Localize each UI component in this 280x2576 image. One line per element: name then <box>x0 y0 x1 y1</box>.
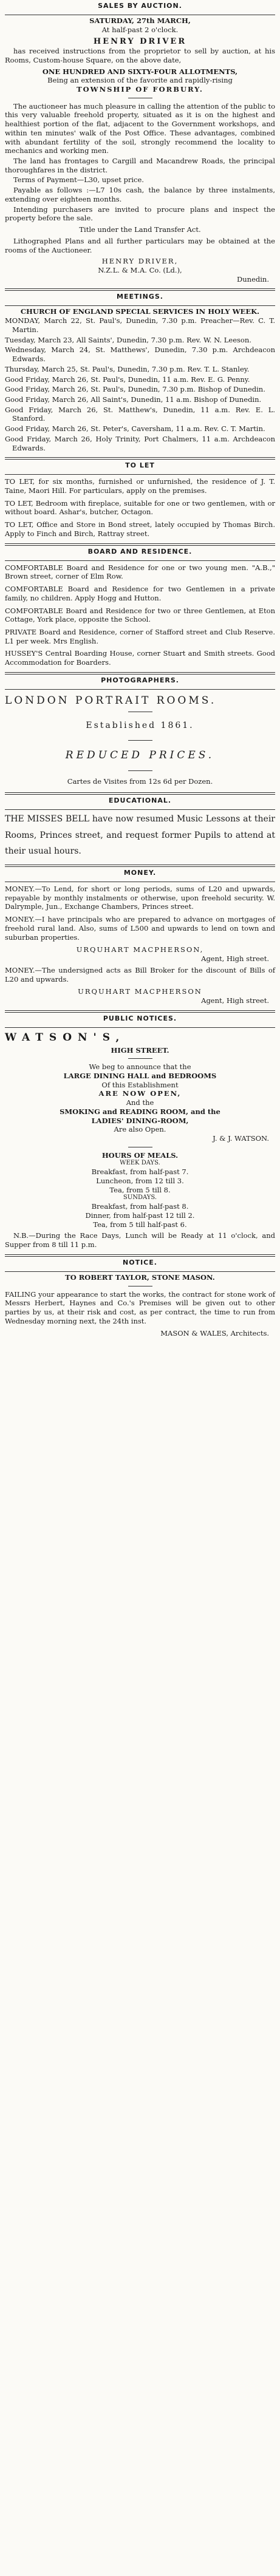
to-let-ad: TO LET, Office and Store in Bond street, lately occupied by Thomas Birch. Apply to Finch and Birch, Rattray street. <box>5 520 275 538</box>
divider <box>5 560 275 561</box>
notice-section-header: NOTICE. <box>123 1258 157 1266</box>
hotel-and: And the <box>126 1098 154 1107</box>
auction-lots-title: ONE HUNDRED AND SIXTY-FOUR ALLOTMENTS, <box>42 67 238 76</box>
meeting-item: Good Friday, March 26, St. Paul's, Dunedin, 11 a.m. Rev. E. G. Penny. <box>5 375 250 384</box>
studio-name: LONDON PORTRAIT ROOMS. <box>5 694 217 707</box>
meal-hours-title: HOURS OF MEALS. <box>101 1150 179 1160</box>
board-ad: COMFORTABLE Board and Residence for two or three Gentlemen, at Eton Cottage, York place, opposite the School. <box>5 606 275 624</box>
meeting-item: Wednesday, March 24, St. Matthews', Dunedin, 7.30 p.m. Archdeacon Edwards. <box>5 345 275 364</box>
hotel-of: Of this Establishment <box>101 1080 179 1089</box>
divider <box>5 305 275 306</box>
money-signature-agent: Agent, High street. <box>201 996 269 1005</box>
auction-body-2: The land has frontages to Cargill and Macandrew Roads, the principal thoroughfares in the district. <box>5 157 275 174</box>
board-ad: COMFORTABLE Board and Residence for two Gentlemen in a private family, no children. Apply Hogg and Hutton. <box>5 585 275 602</box>
meetings-title: CHURCH OF ENGLAND SPECIAL SERVICES IN HOLY WEEK. <box>20 307 260 316</box>
meeting-item: Good Friday, March 26, Holy Trinity, Port Chalmers, 11 a.m. Archdeacon Edwards. <box>5 434 275 452</box>
auction-terms-1: Terms of Payment—L30, upset price. <box>13 175 144 185</box>
auction-terms-2: Payable as follows :—L7 10s cash, the balance by three instalments, extending over eighteen months. <box>5 186 275 203</box>
sundays-label: SUNDAYS. <box>123 1194 157 1201</box>
week-luncheon: Luncheon, from 12 till 3. <box>96 1176 184 1185</box>
board-ad: COMFORTABLE Board and Residence for one or two young men. "A.B.," Brown street, corner of Elm Row. <box>5 563 275 581</box>
hotel-name: WATSON'S, <box>5 1031 126 1044</box>
hotel-street: HIGH STREET. <box>111 1045 169 1055</box>
cartes-line: Cartes de Visites from 12s 6d per Dozen. <box>67 777 213 786</box>
week-breakfast: Breakfast, from half-past 7. <box>91 1167 189 1177</box>
divider <box>5 809 275 810</box>
board-ad: HUSSEY'S Central Boarding House, corner Stuart and Smith streets. Good Accommodation for Boarders. <box>5 649 275 667</box>
auction-signature-1: HENRY DRIVER, <box>101 257 179 266</box>
divider <box>5 1254 275 1257</box>
divider <box>5 1271 275 1272</box>
auction-title-note: Title under the Land Transfer Act. <box>79 225 201 234</box>
established-line: Established 1861. <box>86 720 194 730</box>
hotel-announce: We beg to announce that the <box>89 1062 191 1072</box>
newspaper-column <box>5 0 275 1338</box>
sunday-dinner: Dinner, from half-past 12 till 2. <box>85 1211 195 1220</box>
week-days-label: WEEK DAYS. <box>120 1160 160 1167</box>
auction-time: At half-past 2 o'clock. <box>101 25 179 34</box>
hotel-now-open: ARE NOW OPEN, <box>98 1089 182 1098</box>
sunday-breakfast: Breakfast, from half-past 8. <box>91 1202 189 1211</box>
educational-ad: THE MISSES BELL have now resumed Music Lessons at their Rooms, Princes street, and request former Pupils to attend at their usual hours. <box>5 814 275 857</box>
money-ad-2: MONEY.—I have principals who are prepared to advance on mortgages of freehold rural land. Also, sums of L500 and upwards to lend on town and suburban properties. <box>5 915 275 942</box>
reduced-prices: REDUCED PRICES. <box>65 749 215 761</box>
notice-title: TO ROBERT TAYLOR, STONE MASON. <box>65 1273 215 1282</box>
divider <box>5 1010 275 1013</box>
money-section-header: MONEY. <box>123 868 157 877</box>
meeting-item: Good Friday, March 26, St. Matthew's, Dunedin, 11 a.m. Rev. E. L. Stanford. <box>5 405 275 423</box>
meeting-item: MONDAY, March 22, St. Paul's, Dunedin, 7.30 p.m. Preacher—Rev. C. T. Martin. <box>5 316 275 334</box>
meeting-item: Thursday, March 25, St. Paul's, Dunedin, 7.30 p.m. Rev. T. L. Stanley. <box>5 364 250 373</box>
auction-signature-3: Dunedin. <box>237 274 269 284</box>
money-signature: URQUHART MACPHERSON <box>78 987 202 996</box>
auction-plans: Lithographed Plans and all further particulars may be obtained at the rooms of the Auctioneer. <box>5 236 275 254</box>
auction-terms-3: Intending purchasers are invited to procure plans and inspect the property before the sale. <box>5 205 275 223</box>
auction-intro: has received instructions from the proprietor to sell by auction, at his Rooms, Custom-house Square, on the above date, <box>5 47 275 64</box>
divider <box>5 689 275 690</box>
to-let-section-header: TO LET <box>125 461 155 470</box>
to-let-ad: TO LET, for six months, furnished or unfurnished, the residence of J. T. Taine, Maori Hill. For particulars, apply on the premises. <box>5 477 275 495</box>
divider <box>128 770 152 771</box>
auctioneer-name: HENRY DRIVER <box>93 36 187 46</box>
board-section-header: BOARD AND RESIDENCE. <box>87 547 193 556</box>
meetings-section-header: MEETINGS. <box>117 293 163 301</box>
divider <box>128 1058 152 1059</box>
money-ad-3: MONEY.—The undersigned acts as Bill Broker for the discount of Bills of L20 and upwards. <box>5 965 275 984</box>
auction-body-1: The auctioneer has much pleasure in calling the attention of the public to this very valuable freehold property, situated as it is on the highest and healthiest portion of the flat, adjacent to the Government workshops, and within ten minutes' walk of the Post Office. These advantages, combined with abundant fertility of the soil, strongly recommend the locality to mechanics and working men. <box>5 101 275 155</box>
divider <box>5 1027 275 1028</box>
race-days-note: N.B.—During the Race Days, Lunch will be Ready at 11 o'clock, and Supper from 8 till 11 p.m. <box>5 1231 275 1249</box>
divider <box>5 792 275 795</box>
notice-body: FAILING your appearance to start the works, the contract for stone work of Messrs Herbert, Haynes and Co.'s Premises will be given out to other parties by us, at their risk and cost, as per contract, the time to run from Wednesday morning next, the 24th inst. <box>5 1290 275 1325</box>
auction-section-header: SALES BY AUCTION. <box>98 2 182 10</box>
hotel-are-open: Are also Open. <box>114 1125 166 1134</box>
township-name: TOWNSHIP OF FORBURY. <box>77 85 203 94</box>
notice-signature: MASON & WALES, Architects. <box>160 1329 269 1338</box>
educational-section-header: EDUCATIONAL. <box>108 797 172 805</box>
meeting-item: Good Friday, March 26, St. Peter's, Caversham, 11 a.m. Rev. C. T. Martin. <box>5 424 265 433</box>
divider <box>128 740 152 741</box>
public-notices-section-header: PUBLIC NOTICES. <box>103 1014 177 1022</box>
photographers-section-header: PHOTOGRAPHERS. <box>101 676 179 684</box>
divider <box>5 865 275 867</box>
hotel-ladies: LADIES' DINING-ROOM, <box>91 1116 189 1125</box>
meeting-item: Good Friday, March 26, All Saint's, Dunedin, 11 a.m. Bishop of Dunedin. <box>5 395 262 404</box>
divider <box>5 672 275 675</box>
divider <box>5 457 275 460</box>
money-ad-1: MONEY.—To Lend, for short or long periods, sums of L20 and upwards, repayable by monthly instalments or otherwise, upon freehold security. W. Dalrymple, Jun., Exchange Chambers, Princes street. <box>5 885 275 911</box>
hotel-smoking: SMOKING and READING ROOM, and the <box>60 1107 220 1116</box>
sunday-tea: Tea, from 5 till half-past 6. <box>93 1220 187 1229</box>
divider <box>5 288 275 291</box>
hotel-signature: J. & J. WATSON. <box>213 1133 269 1143</box>
hotel-hall: LARGE DINING HALL and BEDROOMS <box>63 1071 217 1080</box>
divider <box>5 543 275 546</box>
money-signature-agent: Agent, High street. <box>201 954 269 963</box>
money-signature: URQUHART MACPHERSON, <box>76 945 204 954</box>
to-let-ad: TO LET, Bedroom with fireplace, suitable for one or two gentlemen, with or without board. Ashar's, butcher, Octagon. <box>5 498 275 517</box>
divider <box>5 474 275 475</box>
auction-signature-2: N.Z.L. & M.A. Co. (Ld.), <box>98 265 182 274</box>
board-ad: PRIVATE Board and Residence, corner of Stafford street and Club Reserve. L1 per week. Mrs English. <box>5 628 275 645</box>
meeting-item: Tuesday, March 23, All Saints', Dunedin, 7.30 p.m. Rev. W. N. Leeson. <box>5 335 251 344</box>
meeting-item: Good Friday, March 26, St. Paul's, Dunedin, 7.30 p.m. Bishop of Dunedin. <box>5 385 265 394</box>
auction-date: SATURDAY, 27th MARCH, <box>89 16 191 25</box>
auction-extension: Being an extension of the favorite and rapidly-rising <box>47 76 233 85</box>
week-tea: Tea, from 5 till 8. <box>109 1185 171 1194</box>
